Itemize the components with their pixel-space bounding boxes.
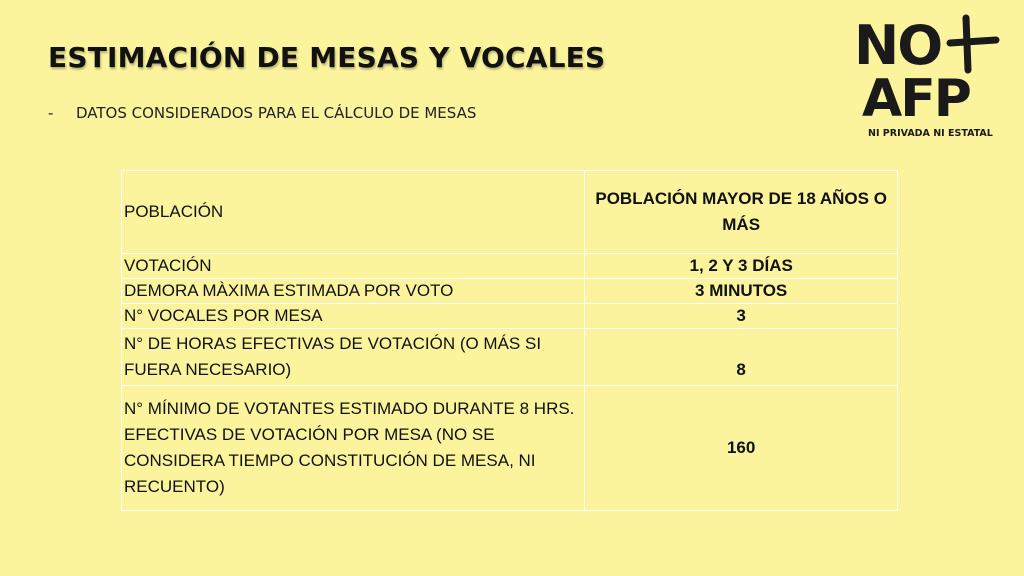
row-value: 3 MINUTOS [585,279,898,304]
table-row [122,329,898,386]
logo-tagline: NI PRIVADA NI ESTATAL [868,128,993,139]
plus-icon [950,18,996,70]
row-value: POBLACIÓN MAYOR DE 18 AÑOS O MÁS [585,171,898,254]
slide-title: ESTIMACIÓN DE MESAS Y VOCALES [48,41,606,74]
row-label: VOTACIÓN [122,254,585,279]
logo-text-afp: AFP [862,69,970,129]
logo-text-no: NO [854,14,942,77]
table-row [122,254,898,279]
subtitle-bullet: - [48,104,54,122]
row-label: N° VOCALES POR MESA [122,304,585,329]
row-value: 1, 2 Y 3 DÍAS [585,254,898,279]
subtitle-text: DATOS CONSIDERADOS PARA EL CÁLCULO DE MESAS [76,104,477,122]
data-table [121,170,898,511]
table-row [122,304,898,329]
table-row [122,386,898,511]
subtitle [48,104,476,122]
row-value: 160 [585,386,898,511]
table-row [122,279,898,304]
row-label: N° DE HORAS EFECTIVAS DE VOTACIÓN (O MÁS SI FUERA NECESARIO) [122,329,585,386]
row-label: DEMORA MÀXIMA ESTIMADA POR VOTO [122,279,585,304]
no-afp-logo [850,10,1000,142]
row-label: N° MÍNIMO DE VOTANTES ESTIMADO DURANTE 8 HRS. EFECTIVAS DE VOTACIÓN POR MESA (NO SE CONSIDERA TIEMPO CONSTITUCIÓN DE MESA, NI RECUENTO) [122,386,585,511]
row-label: POBLACIÓN [122,171,585,254]
row-value: 8 [585,329,898,386]
table-row [122,171,898,254]
row-value: 3 [585,304,898,329]
